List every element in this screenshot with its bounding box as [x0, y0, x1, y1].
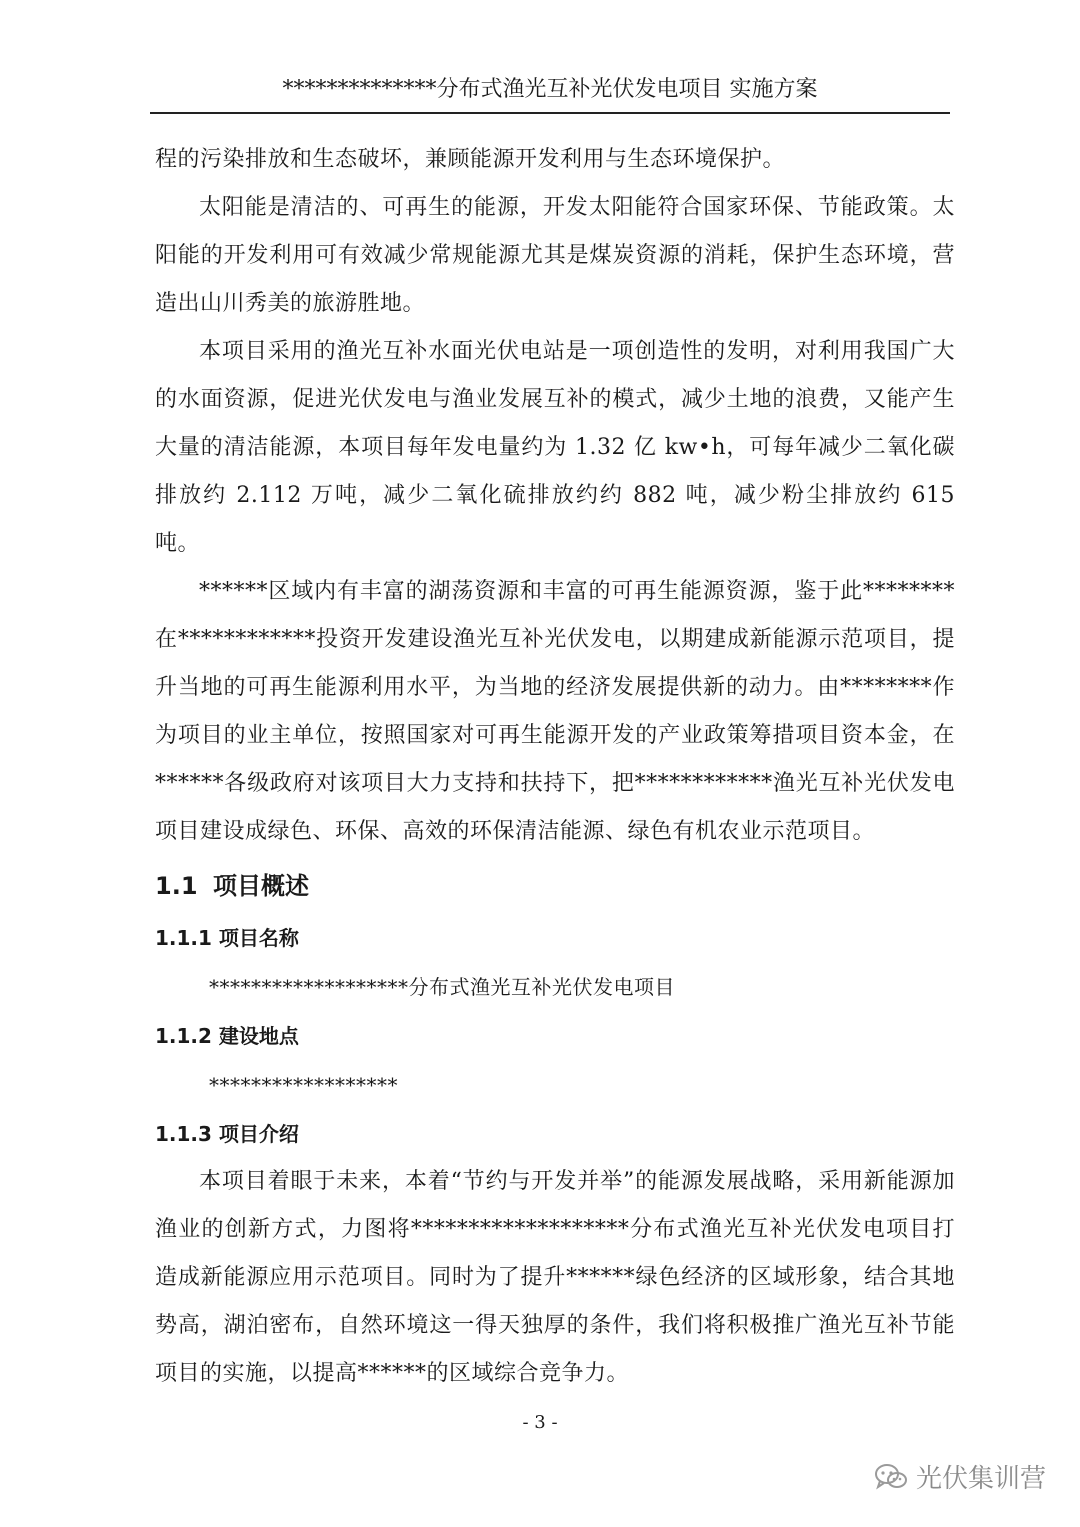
project-intro-paragraph: 本项目着眼于未来，本着“节约与开发并举”的能源发展战略，采用新能源加渔业的创新方式，力图将*******************分布式渔光互补光伏发电项目打造成新能源应用示范项目。同时为了提升******绿色经济的区域形象，结合其地势高，湖泊密布，自然环境这一得天独厚的条件，我们将积极推广渔光互补节能项目的实施，以提高******的区域综合竞争力。 [155, 1169, 955, 1386]
project-name-value: *******************分布式渔光互补光伏发电项目 [209, 975, 675, 999]
subsection-heading-intro: 1.1.3 项目介绍 [155, 1122, 299, 1146]
paragraph-solar-energy: 太阳能是清洁的、可再生的能源，开发太阳能符合国家环保、节能政策。太阳能的开发利用可有效减少常规能源尤其是煤炭资源的消耗，保护生态环境，营造出山川秀美的旅游胜地。 [155, 195, 955, 316]
project-location-value: ****************** [209, 1073, 398, 1097]
watermark [874, 1458, 1046, 1495]
paragraph-continuation: 程的污染排放和生态破坏，兼顾能源开发利用与生态环境保护。 [155, 147, 786, 172]
paragraph-region-resources: ******区域内有丰富的湖荡资源和丰富的可再生能源资源，鉴于此********在************投资开发建设渔光互补光伏发电，以期建成新能源示范项目，提升当地的可再生能源利用水平，为当地的经济发展提供新的动力。由********作为项目的业主单位，按照国家对可再生能源开发的产业政策筹措项目资本金，在******各级政府对该项目大力支持和扶持下，把************渔光互补光伏发电项目建设成绿色、环保、高效的环保清洁能源、绿色有机农业示范项目。 [155, 579, 955, 844]
page-number: - 3 - [522, 1412, 558, 1433]
wechat-icon [874, 1462, 908, 1492]
page-content [155, 136, 955, 1398]
paragraph-project-benefits: 本项目采用的渔光互补水面光伏电站是一项创造性的发明，对利用我国广大的水面资源，促进光伏发电与渔业发展互补的模式，减少土地的浪费，又能产生大量的清洁能源，本项目每年发电量约为 1.32 亿 kw•h，可每年减少二氧化碳排放约 2.112 万吨，减少二氧化硫排放约约 882 吨，减少粉尘排放约 615 吨。 [155, 339, 955, 556]
section-title: 项目概述 [213, 872, 309, 900]
section-heading [155, 858, 955, 914]
watermark-text: 光伏集训营 [915, 1464, 1046, 1494]
subsection-heading-name: 1.1.1 项目名称 [155, 926, 299, 950]
page-header: **************分布式渔光互补光伏发电项目 实施方案 [150, 74, 950, 114]
section-number: 1.1 [155, 872, 198, 900]
subsection-heading-location: 1.1.2 建设地点 [155, 1024, 299, 1048]
